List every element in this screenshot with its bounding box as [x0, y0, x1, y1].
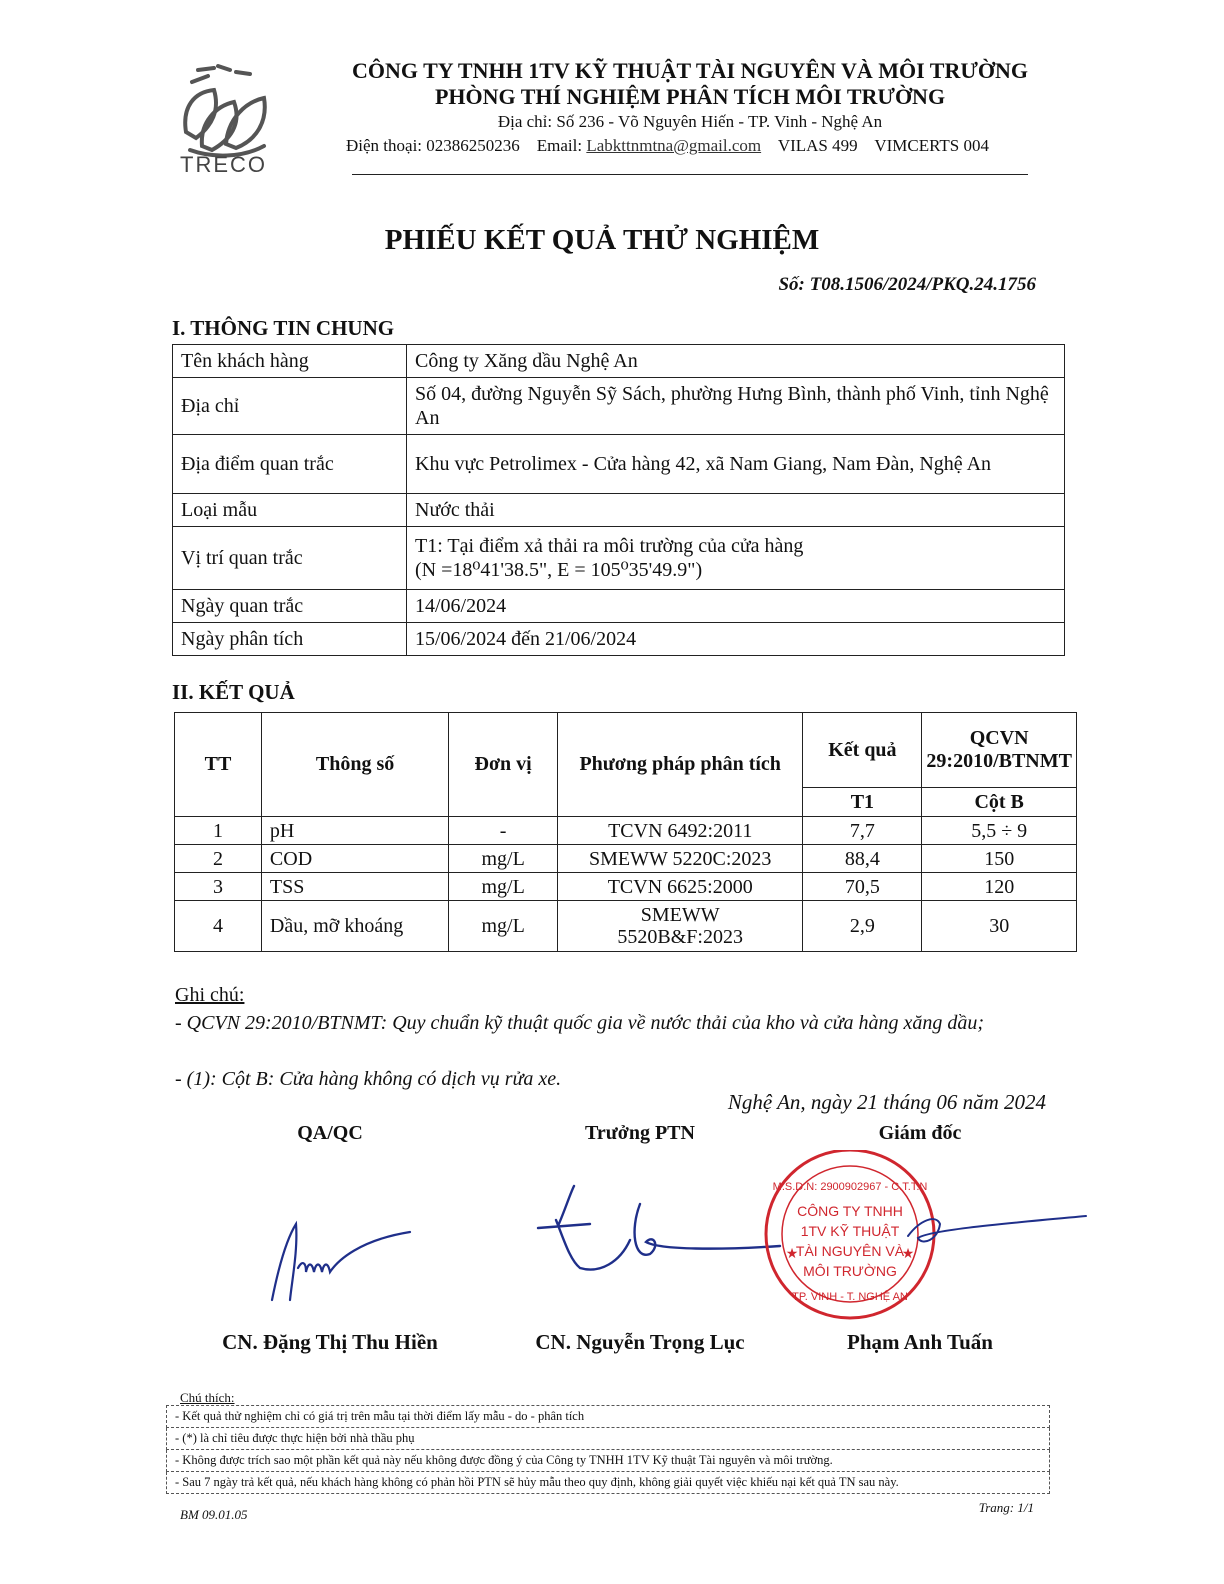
cell-result: 70,5: [803, 873, 922, 901]
cell-tt: 3: [175, 873, 262, 901]
cell-method: TCVN 6625:2000: [557, 873, 802, 901]
table-row: [175, 901, 1077, 952]
vimcerts-code: VIMCERTS 004: [874, 136, 990, 155]
signatures-and-stamp: [160, 1150, 1120, 1340]
cell-param: COD: [261, 845, 448, 873]
page-number: Trang: 1/1: [978, 1500, 1034, 1515]
info-value: 15/06/2024 đến 21/06/2024: [407, 623, 1065, 656]
cell-unit: -: [449, 817, 558, 845]
cell-limit: 5,5 ÷ 9: [922, 817, 1077, 845]
form-code: BM 09.01.05: [180, 1507, 248, 1522]
info-label: Ngày quan trắc: [173, 590, 407, 623]
email-label: Email:: [536, 136, 583, 155]
signature-title-lab-head: Trưởng PTN: [585, 1122, 695, 1144]
cell-param: TSS: [261, 873, 448, 901]
signature-name-qaqc: CN. Đặng Thị Thu Hiền: [222, 1330, 438, 1354]
col-header-column: Cột B: [922, 788, 1077, 817]
note-line: - QCVN 29:2010/BTNMT: Quy chuẩn kỹ thuật quốc gia về nước thải của kho và cửa hàng xăng dầu;: [175, 1012, 985, 1034]
stamp-line: 1TV KỸ THUẬT: [800, 1223, 900, 1239]
star-icon: ★: [901, 1247, 915, 1262]
cell-param: pH: [261, 817, 448, 845]
cell-limit: 30: [922, 901, 1077, 952]
col-header-result: Kết quả: [803, 713, 922, 788]
cell-method: SMEWW 5520B&F:2023: [557, 901, 802, 952]
company-name: CÔNG TY TNHH 1TV KỸ THUẬT TÀI NGUYÊN VÀ MÔI TRƯỜNG: [351, 58, 1028, 83]
col-header-tt: TT: [175, 713, 262, 817]
cell-result: 88,4: [803, 845, 922, 873]
cell-tt: 1: [175, 817, 262, 845]
cell-method: SMEWW 5220C:2023: [557, 845, 802, 873]
col-header-unit: Đơn vị: [449, 713, 558, 817]
logo-wordmark: TRECO: [180, 152, 267, 177]
info-value: Khu vực Petrolimex - Cửa hàng 42, xã Nam Giang, Nam Đàn, Nghệ An: [407, 435, 1065, 494]
stamp-ring-bottom: TP. VINH - T. NGHỆ AN: [792, 1291, 908, 1303]
col-header-method: Phương pháp phân tích: [557, 713, 802, 817]
table-row: [175, 873, 1077, 901]
footnote-line: - Sau 7 ngày trả kết quả, nếu khách hàng không có phản hồi PTN sẽ hủy mẫu theo quy định, không giải quyết việc khiếu nại kết quả TN sau này.: [167, 1472, 1050, 1494]
info-row: [173, 527, 1065, 590]
col-header-sample: T1: [803, 788, 922, 817]
signature-name-director: Phạm Anh Tuấn: [847, 1330, 993, 1354]
info-row: [173, 345, 1065, 378]
footnote-box: [166, 1405, 1050, 1494]
monitoring-point: T1: Tại điểm xả thải ra môi trường của cửa hàng: [415, 535, 804, 557]
cell-limit: 120: [922, 873, 1077, 901]
signature-name-lab-head: CN. Nguyễn Trọng Lục: [535, 1330, 745, 1354]
footnote-line: - Kết quả thử nghiệm chỉ có giá trị trên mẫu tại thời điểm lấy mẫu - do - phân tích: [167, 1406, 1050, 1428]
info-label: Loại mẫu: [173, 494, 407, 527]
contact-line: [346, 136, 1066, 156]
notes-title: Ghi chú:: [175, 984, 245, 1006]
info-row: [173, 494, 1065, 527]
info-label: Tên khách hàng: [173, 345, 407, 378]
place-date: Nghệ An, ngày 21 tháng 06 năm 2024: [727, 1090, 1046, 1114]
cell-param: Dầu, mỡ khoáng: [261, 901, 448, 952]
col-header-standard: QCVN 29:2010/BTNMT: [922, 713, 1077, 788]
email-link[interactable]: Labkttnmtna@gmail.com: [586, 136, 762, 155]
info-label: Ngày phân tích: [173, 623, 407, 656]
footnote-line: - Không được trích sao một phần kết quả này nếu không được đồng ý của Công ty TNHH 1TV Kỹ thuật Tài nguyên và môi trường.: [167, 1450, 1050, 1472]
signature-title-qaqc: QA/QC: [297, 1122, 363, 1144]
header-divider: [352, 174, 1028, 175]
footnote-line: - (*) là chỉ tiêu được thực hiện bởi nhà thầu phụ: [167, 1428, 1050, 1450]
table-row: [175, 817, 1077, 845]
table-row: [175, 845, 1077, 873]
info-value: 14/06/2024: [407, 590, 1065, 623]
note-line: - (1): Cột B: Cửa hàng không có dịch vụ rửa xe.: [175, 1068, 562, 1090]
info-value: Nước thải: [407, 494, 1065, 527]
results-table: [174, 712, 1077, 952]
cell-unit: mg/L: [449, 873, 558, 901]
col-header-param: Thông số: [261, 713, 448, 817]
info-row: [173, 590, 1065, 623]
info-label: Địa chỉ: [173, 378, 407, 435]
document-title: PHIẾU KẾT QUẢ THỬ NGHIỆM: [384, 224, 820, 256]
cell-method: TCVN 6492:2011: [557, 817, 802, 845]
vilas-code: VILAS 499: [777, 136, 858, 155]
table-header-row: [175, 713, 1077, 788]
footnote-title: Chú thích:: [180, 1390, 235, 1405]
cell-limit: 150: [922, 845, 1077, 873]
company-address: Địa chỉ: Số 236 - Võ Nguyên Hiến - TP. Vinh - Nghệ An: [497, 112, 883, 131]
stamp-ring-top: M.S.D.N: 2900902967 - C.T.T.N: [772, 1181, 928, 1193]
cell-tt: 2: [175, 845, 262, 873]
stamp-line: CÔNG TY TNHH: [797, 1203, 903, 1219]
section-general-info-heading: I. THÔNG TIN CHUNG: [172, 316, 395, 340]
lab-name: PHÒNG THÍ NGHIỆM PHÂN TÍCH MÔI TRƯỜNG: [434, 84, 946, 109]
info-row: [173, 435, 1065, 494]
info-value: Công ty Xăng dầu Nghệ An: [407, 345, 1065, 378]
stamp-line: TÀI NGUYÊN VÀ: [795, 1243, 905, 1259]
general-info-table: [172, 344, 1065, 656]
cell-unit: mg/L: [449, 901, 558, 952]
signature-title-director: Giám đốc: [878, 1122, 962, 1144]
stamp-line: MÔI TRƯỜNG: [803, 1263, 897, 1279]
cell-unit: mg/L: [449, 845, 558, 873]
cell-result: 2,9: [803, 901, 922, 952]
section-results-heading: II. KẾT QUẢ: [172, 680, 295, 704]
info-value: Số 04, đường Nguyễn Sỹ Sách, phường Hưng Bình, thành phố Vinh, tỉnh Nghệ An: [407, 378, 1065, 435]
info-value-multiline: [407, 527, 1065, 590]
cell-tt: 4: [175, 901, 262, 952]
phone: Điện thoại: 02386250236: [346, 136, 520, 155]
coordinates: (N =18⁰41'38.5", E = 105⁰35'49.9"): [415, 559, 703, 581]
star-icon: ★: [785, 1247, 799, 1262]
info-row: [173, 378, 1065, 435]
info-label: Vị trí quan trắc: [173, 527, 407, 590]
document-number: Số: T08.1506/2024/PKQ.24.1756: [778, 274, 1036, 295]
info-label: Địa điểm quan trắc: [173, 435, 407, 494]
cell-result: 7,7: [803, 817, 922, 845]
info-row: [173, 623, 1065, 656]
